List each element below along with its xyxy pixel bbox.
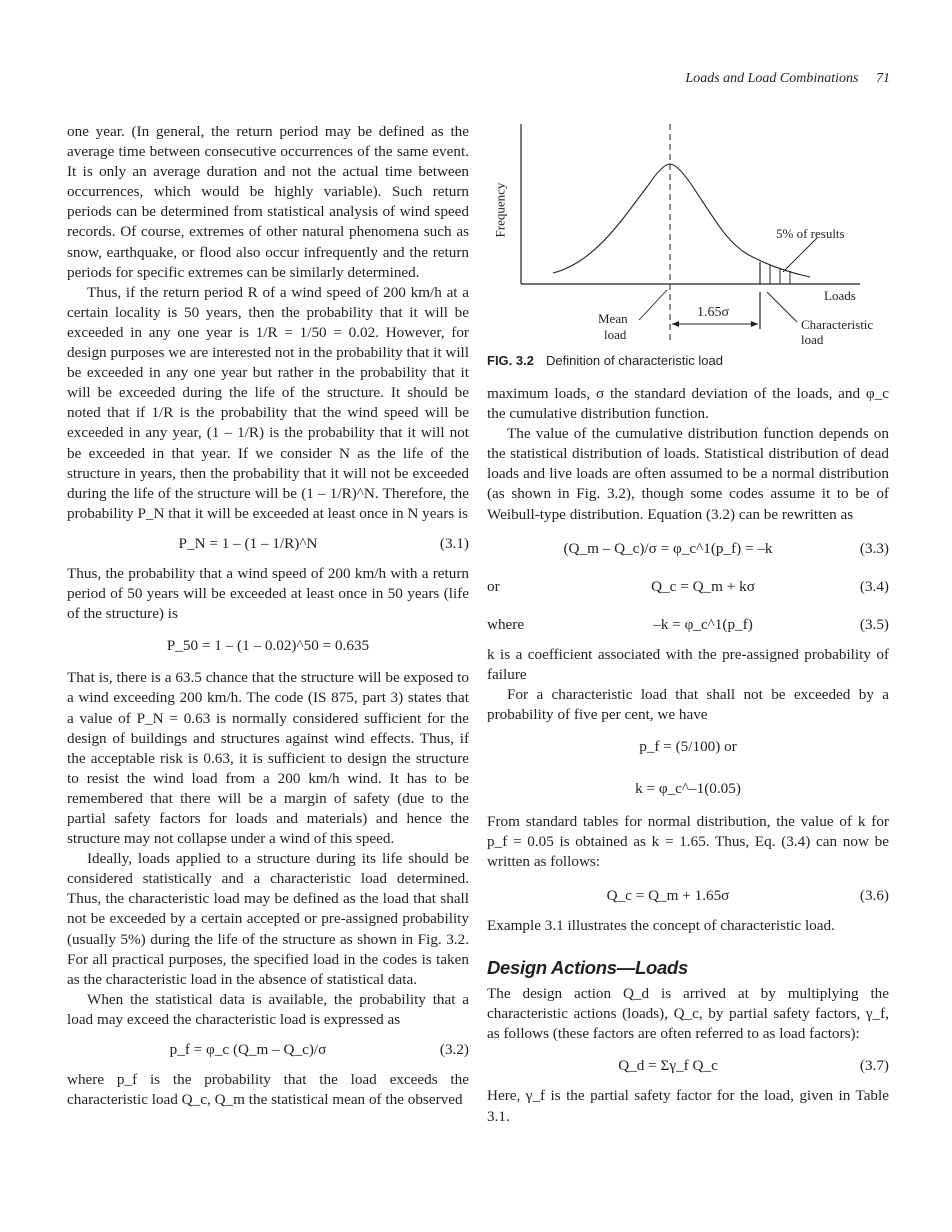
equation-number: (3.3) bbox=[859, 539, 889, 557]
tail-leader bbox=[783, 238, 817, 272]
equation-number: (3.5) bbox=[859, 615, 889, 633]
mean-label-2: load bbox=[604, 327, 627, 342]
equation-body: Q_d = Σγ_f Q_c bbox=[618, 1057, 718, 1075]
page-number: 71 bbox=[876, 71, 890, 86]
equation-body: P_N = 1 – (1 – 1/R)^N bbox=[178, 534, 318, 552]
figure-caption-text: Definition of characteristic load bbox=[545, 353, 723, 368]
paragraph: Thus, if the return period R of a wind speed of 200 km/h at a certain locality is 50 years, then the probability that it will be exceeded in any one year is 1/R = 1/50 = 0.02. However, for design purposes we are interested not in the probability that it will be exceeded in any one year but rather in the probability that it will be exceeded during the life of the structure. It should be noted that if 1/R is the probability that the wind speed will be exceeded in any year, (1 – 1/R) is the probability that it will not be exceeded in that year. If we consider N as the life of the structure in years, then the probability that it will not be exceeded during the life of the structure will be (1 – 1/R)^N. Therefore, the probability P_N that it will be exceeded at least once in N years is bbox=[67, 283, 469, 522]
distribution-curve bbox=[553, 164, 810, 277]
mean-leader bbox=[639, 290, 667, 320]
equation-3-2 bbox=[67, 1040, 469, 1060]
paragraph: That is, there is a 63.5 chance that the structure will be exposed to a wind exceeding 200 km/h. The code (IS 875, part 3) states that a value of P_N = 0.63 is normally considered sufficient for the design of buildings and structures against wind effects. Thus, if the acceptable risk is 0.63, it is sufficient to design the structure to resist the wind load from a 200 km/h wind. It has to be remembered that there will be a margin of safety (due to the partial safety factors for loads and materials) and hence the structure may not collapse under a wind of this speed. bbox=[67, 669, 469, 848]
y-axis-label: Frequency bbox=[492, 182, 508, 238]
tail-annotation: 5% of results bbox=[776, 226, 845, 241]
left-column bbox=[67, 122, 469, 1110]
figure-caption bbox=[487, 353, 723, 368]
equation-body: –k = φ_c^1(p_f) bbox=[653, 615, 753, 633]
paragraph: From standard tables for normal distribution, the value of k for p_f = 0.05 is obtained as k = 1.65. Thus, Eq. (3.4) can now be written as follows: bbox=[487, 812, 889, 870]
equation-pf: p_f = (5/100) or bbox=[639, 738, 737, 756]
equation-body: Q_c = Q_m + 1.65σ bbox=[606, 886, 730, 904]
char-label-2: load bbox=[801, 332, 824, 347]
equation-3-6 bbox=[487, 886, 889, 906]
section-heading: Design Actions—Loads bbox=[487, 956, 688, 978]
running-title: Loads and Load Combinations bbox=[685, 71, 859, 86]
paragraph: where p_f is the probability that the load exceeds the characteristic load Q_c, Q_m the statistical mean of the observed bbox=[67, 1071, 469, 1109]
arrowhead-left bbox=[672, 321, 679, 327]
paragraph: one year. (In general, the return period may be defined as the average time between consecutive occurrences of the same event. It is only an average duration and not the actual time between occurrences, which would be highly variable). Such return periods can be determined from statistical analysis of wind speed records. Of course, extremes of other natural phenomena such as snow, earthquake, or flood also occur infrequently and the return periods for specific extremes can be similarly determined. bbox=[67, 123, 469, 281]
equation-number: (3.1) bbox=[439, 534, 469, 552]
paragraph: Here, γ_f is the partial safety factor for the load, given in Table 3.1. bbox=[487, 1087, 889, 1125]
paragraph: For a characteristic load that shall not be exceeded by a probability of five per cent, we have bbox=[487, 686, 889, 724]
paragraph: maximum loads, σ the standard deviation of the loads, and φ_c the cumulative distribution function. bbox=[487, 385, 889, 423]
arrowhead-right bbox=[751, 321, 758, 327]
paragraph: Ideally, loads applied to a structure during its life should be considered statistically and a characteristic load determined. Thus, the characteristic load may be defined as the load that shall not be exceeded by a certain accepted or pre-assigned probability (usually 5%) during the life of the structure as shown in Fig. 3.2. For all practical purposes, the specified load in the codes is taken as the characteristic load in the absence of statistical data. bbox=[67, 850, 469, 988]
equation-body: p_f = φ_c (Q_m – Q_c)/σ bbox=[169, 1041, 327, 1059]
equation-number: (3.2) bbox=[439, 1041, 469, 1059]
mean-label-1: Mean bbox=[598, 311, 628, 326]
equation-number: (3.6) bbox=[859, 886, 889, 904]
right-column bbox=[487, 384, 889, 1127]
equation-3-3 bbox=[487, 539, 889, 559]
paragraph: When the statistical data is available, the probability that a load may exceed the characteristic load is expressed as bbox=[67, 990, 469, 1028]
paragraph: k is a coefficient associated with the pre-assigned probability of failure bbox=[487, 645, 889, 684]
equation-3-5 bbox=[487, 615, 889, 635]
equation-k: k = φ_c^–1(0.05) bbox=[635, 780, 741, 798]
equation-body: (Q_m – Q_c)/σ = φ_c^1(p_f) = –k bbox=[563, 539, 773, 557]
equation-3-4 bbox=[487, 577, 889, 597]
equation-3-7 bbox=[487, 1056, 889, 1076]
paragraph: Example 3.1 illustrates the concept of characteristic load. bbox=[487, 916, 835, 934]
equation-lead: where bbox=[487, 615, 525, 633]
char-label-1: Characteristic bbox=[801, 317, 874, 332]
figure-3-2 bbox=[487, 112, 907, 374]
distance-label: 1.65σ bbox=[697, 305, 730, 320]
figure-label: FIG. 3.2 bbox=[487, 353, 534, 368]
equation-3-1 bbox=[67, 534, 469, 554]
paragraph: The design action Q_d is arrived at by multiplying the characteristic actions (loads), Q_c, by partial safety factors, γ_f, as follows (these factors are often referred to as load factors): bbox=[487, 985, 889, 1043]
equation-number: (3.7) bbox=[859, 1057, 889, 1075]
char-leader bbox=[767, 292, 797, 322]
paragraph: Thus, the probability that a wind speed of 200 km/h with a return period of 50 years will be exceeded at least once in 50 years (life of the structure) is bbox=[67, 564, 469, 623]
equation-number: (3.4) bbox=[859, 577, 889, 595]
equation-body: Q_c = Q_m + kσ bbox=[651, 577, 755, 595]
equation-p50: P_50 = 1 – (1 – 0.02)^50 = 0.635 bbox=[166, 637, 370, 655]
x-axis-label: Loads bbox=[824, 288, 856, 303]
equation-lead: or bbox=[487, 577, 500, 595]
running-header bbox=[685, 71, 890, 87]
paragraph: The value of the cumulative distribution function depends on the statistical distribution of loads. Statistical distribution of dead loads and live loads are often assumed to be a normal distribution (as shown in Fig. 3.2), though some codes assume it to be of Weibull-type distribution. Equation (3.2) can be rewritten as bbox=[487, 425, 889, 523]
